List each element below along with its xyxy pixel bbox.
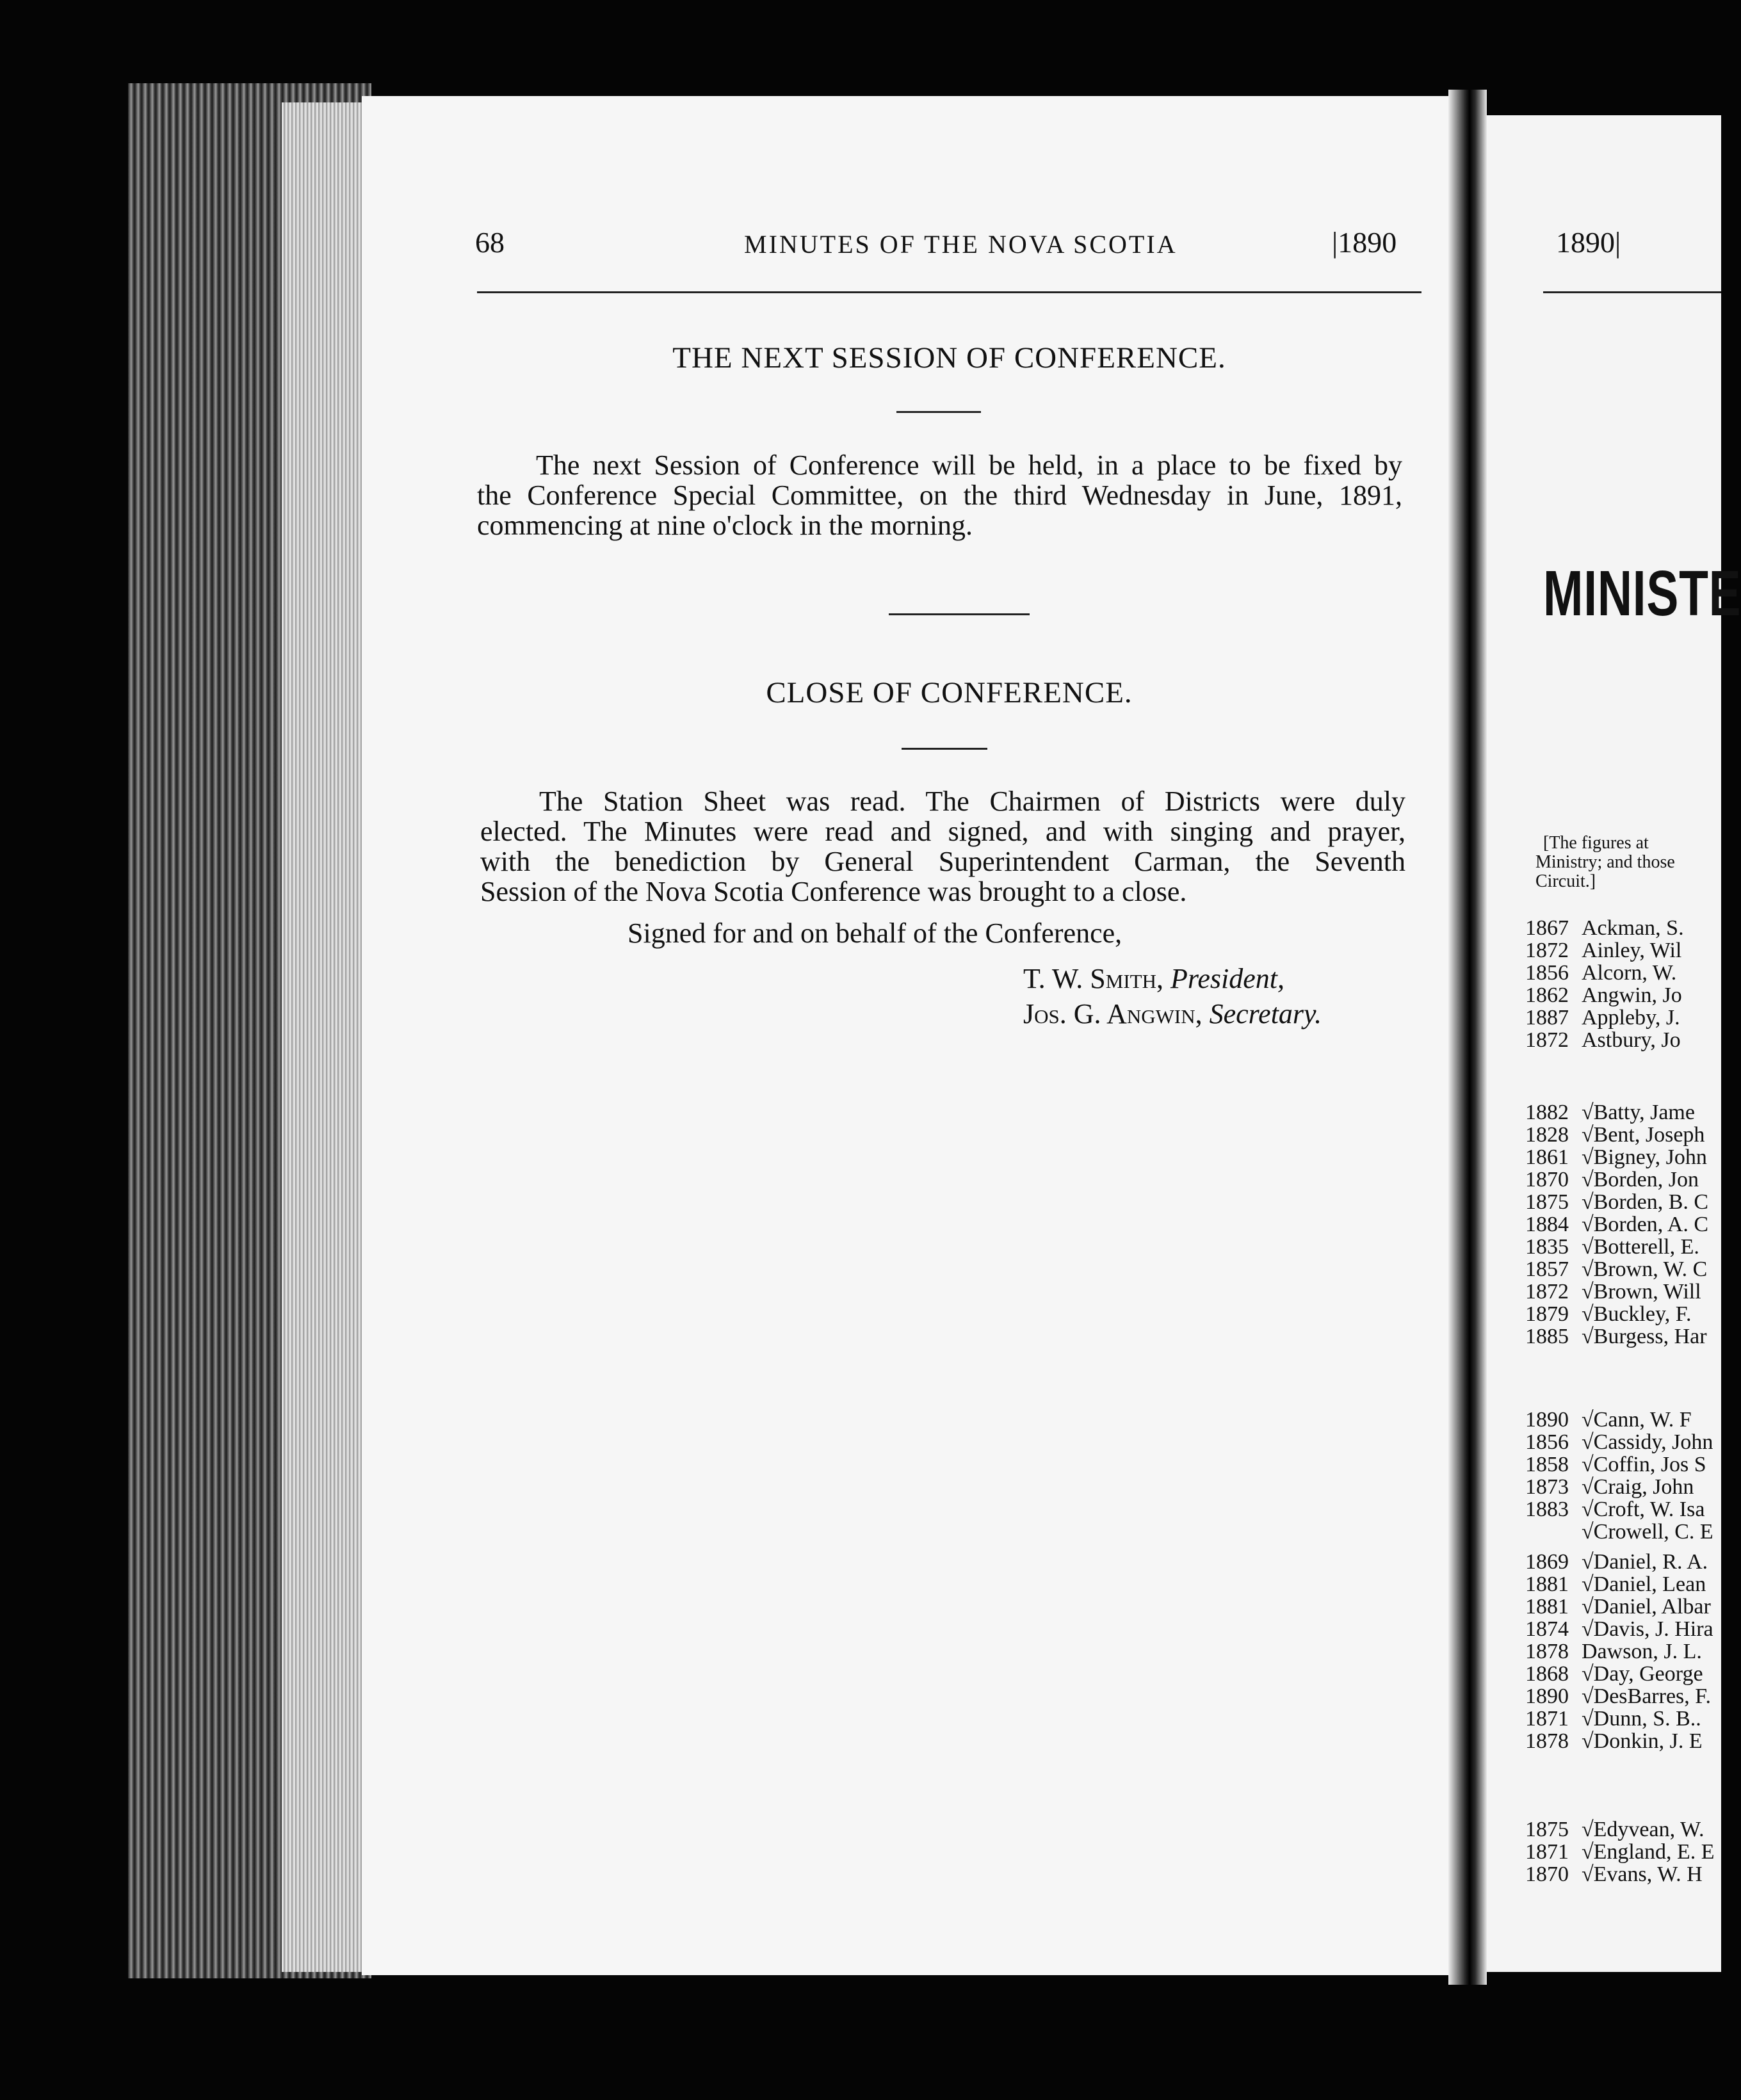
minister-entry [1525, 1453, 1706, 1476]
minister-entry [1525, 1168, 1699, 1191]
entry-name: √Craig, John [1582, 1475, 1694, 1499]
entry-name: √Buckley, F. [1582, 1302, 1692, 1326]
minister-entry [1525, 1101, 1695, 1124]
minister-entry [1525, 1280, 1701, 1303]
minister-entry [1525, 1863, 1703, 1886]
minister-entry [1525, 1236, 1699, 1258]
minister-entry [1525, 1640, 1702, 1663]
entry-year: 1887 [1525, 1006, 1569, 1030]
entry-name: √Daniel, Lean [1582, 1572, 1706, 1596]
book-gutter [1448, 90, 1487, 1985]
minister-entry [1525, 939, 1681, 962]
minister-entry [1525, 1595, 1711, 1618]
entry-name: √Botterell, E. [1582, 1235, 1699, 1259]
minister-entry [1525, 1431, 1713, 1453]
entry-year: 1856 [1525, 1430, 1569, 1454]
minister-entry [1525, 1663, 1703, 1685]
entry-year: 1871 [1525, 1707, 1569, 1731]
entry-year: 1862 [1525, 983, 1569, 1007]
entry-name: √Day, George [1582, 1662, 1703, 1686]
entry-year: 1857 [1525, 1257, 1569, 1281]
entry-year: 1835 [1525, 1235, 1569, 1259]
text-line: Session of the Nova Scotia Conference was brought to a close. [480, 876, 1187, 907]
entry-name: Astbury, Jo [1582, 1028, 1681, 1052]
minister-entry [1525, 1551, 1708, 1573]
entry-year: 1870 [1525, 1862, 1569, 1886]
entry-year: 1856 [1525, 961, 1569, 985]
entry-year: 1869 [1525, 1550, 1569, 1574]
entry-name: √Brown, W. C [1582, 1257, 1708, 1281]
entry-year: 1867 [1525, 916, 1569, 940]
note-line: Circuit.] [1535, 871, 1596, 891]
entry-year: 1881 [1525, 1572, 1569, 1596]
minister-entry [1525, 1191, 1708, 1213]
entry-year: 1872 [1525, 1028, 1569, 1052]
entry-year: 1870 [1525, 1168, 1569, 1191]
header-rule [477, 291, 1421, 293]
paragraph-next-session [477, 450, 1402, 540]
entry-name: √Batty, Jame [1582, 1101, 1695, 1124]
entry-name: √Brown, Will [1582, 1280, 1701, 1304]
entry-name: √Evans, W. H [1582, 1862, 1703, 1886]
entry-name: √Dunn, S. B.. [1582, 1707, 1701, 1731]
year-marker: |1890 [1332, 226, 1397, 259]
section-heading-next-session: THE NEXT SESSION OF CONFERENCE. [672, 341, 1226, 375]
entry-name: Angwin, Jo [1582, 983, 1682, 1007]
entry-name: √Davis, J. Hira [1582, 1617, 1713, 1641]
entry-year: 1828 [1525, 1123, 1569, 1147]
minister-entry [1525, 1409, 1692, 1431]
right-page-heading: MINISTE [1543, 558, 1741, 629]
minister-entry [1525, 1213, 1708, 1236]
minister-entry [1525, 1841, 1715, 1863]
entry-year: 1878 [1525, 1729, 1569, 1753]
entry-name: √Borden, Jon [1582, 1168, 1699, 1191]
minister-entry [1525, 1573, 1706, 1595]
entry-year: 1890 [1525, 1684, 1569, 1708]
minister-entry [1525, 1708, 1701, 1730]
entry-year: 1879 [1525, 1302, 1569, 1326]
text-line: commencing at nine o'clock in the morning. [477, 510, 973, 541]
minister-entry [1525, 1498, 1705, 1521]
entry-year: 1874 [1525, 1617, 1569, 1641]
entry-name: Alcorn, W. [1582, 961, 1677, 985]
minister-entry [1525, 1730, 1703, 1752]
entry-name: √Daniel, Albar [1582, 1595, 1711, 1619]
text-line: The Station Sheet was read. The Chairmen of Districts were duly [539, 786, 1405, 817]
minister-entry [1525, 1006, 1680, 1029]
minister-entry [1525, 1029, 1681, 1051]
entry-year: 1882 [1525, 1101, 1569, 1124]
signatory-secretary: Jos. G. Angwin, Secretary. [1023, 998, 1322, 1030]
entry-year: 1872 [1525, 939, 1569, 962]
entry-year: 1872 [1525, 1280, 1569, 1304]
text-line: with the benediction by General Superintendent Carman, the Seventh [480, 846, 1405, 877]
entry-name: √DesBarres, F. [1582, 1684, 1711, 1708]
entry-name: √Daniel, R. A. [1582, 1550, 1708, 1574]
entry-name: √Edyvean, W. [1582, 1818, 1705, 1841]
running-head: MINUTES OF THE NOVA SCOTIA [744, 230, 1178, 259]
minister-entry [1525, 1303, 1691, 1325]
note-line: Ministry; and those [1535, 852, 1675, 872]
entry-name: √Borden, B. C [1582, 1190, 1709, 1214]
page-number: 68 [475, 226, 505, 259]
minister-entry [1525, 1325, 1707, 1348]
entry-year: 1871 [1525, 1840, 1569, 1864]
paragraph-close [480, 786, 1405, 907]
entry-name: Appleby, J. [1582, 1006, 1680, 1030]
entry-year: 1883 [1525, 1498, 1569, 1521]
entry-year: 1885 [1525, 1325, 1569, 1348]
minister-entry [1525, 984, 1682, 1006]
entry-name: Ainley, Wil [1582, 939, 1682, 962]
section-divider [889, 613, 1030, 615]
entry-name: Ackman, S. [1582, 916, 1684, 940]
entry-name: √Burgess, Har [1582, 1325, 1707, 1348]
entry-year: 1884 [1525, 1213, 1569, 1236]
entry-year: 1875 [1525, 1818, 1569, 1841]
minister-entry [1525, 1146, 1707, 1168]
short-rule [896, 411, 981, 413]
entry-year: 1873 [1525, 1475, 1569, 1499]
minister-entry [1525, 1618, 1713, 1640]
minister-entry [1525, 1521, 1713, 1543]
entry-name: √Bigney, John [1582, 1145, 1707, 1169]
short-rule [902, 748, 987, 750]
minister-entry [1525, 1476, 1694, 1498]
signed-line: Signed for and on behalf of the Conference, [628, 917, 1122, 949]
minister-entry [1525, 1818, 1704, 1841]
signatory-president: T. W. Smith, President, [1023, 963, 1284, 994]
right-header-rule [1543, 291, 1721, 293]
entry-name: √Donkin, J. E [1582, 1729, 1703, 1753]
minister-entry [1525, 1685, 1711, 1708]
entry-year: 1861 [1525, 1145, 1569, 1169]
entry-name: √Bent, Joseph [1582, 1123, 1705, 1147]
minister-entry [1525, 962, 1676, 984]
entry-name: √England, E. E [1582, 1840, 1715, 1864]
minister-entry [1525, 917, 1684, 939]
entry-name: √Coffin, Jos S [1582, 1453, 1706, 1476]
entry-name: Dawson, J. L. [1582, 1640, 1702, 1663]
entry-year: 1868 [1525, 1662, 1569, 1686]
entry-year: 1878 [1525, 1640, 1569, 1663]
minister-entry [1525, 1124, 1705, 1146]
entry-year: 1858 [1525, 1453, 1569, 1476]
text-line: The next Session of Conference will be held, in a place to be fixed by [536, 449, 1402, 481]
entry-name: √Crowell, C. E [1582, 1520, 1713, 1544]
text-line: the Conference Special Committee, on the third Wednesday in June, 1891, [477, 480, 1402, 511]
right-year-marker: 1890| [1556, 226, 1621, 259]
book-page-edges-inner [282, 102, 365, 1972]
section-heading-close: CLOSE OF CONFERENCE. [766, 676, 1133, 709]
entry-name: √Cassidy, John [1582, 1430, 1713, 1454]
minister-entry [1525, 1258, 1707, 1280]
entry-name: √Cann, W. F [1582, 1408, 1692, 1432]
text-line: elected. The Minutes were read and signed, and with singing and prayer, [480, 816, 1405, 847]
entry-year: 1875 [1525, 1190, 1569, 1214]
note-line: [The figures at [1543, 833, 1649, 853]
entry-year: 1890 [1525, 1408, 1569, 1432]
left-page [362, 96, 1470, 1975]
entry-name: √Borden, A. C [1582, 1213, 1709, 1236]
entry-name: √Croft, W. Isa [1582, 1498, 1705, 1521]
entry-year: 1881 [1525, 1595, 1569, 1619]
